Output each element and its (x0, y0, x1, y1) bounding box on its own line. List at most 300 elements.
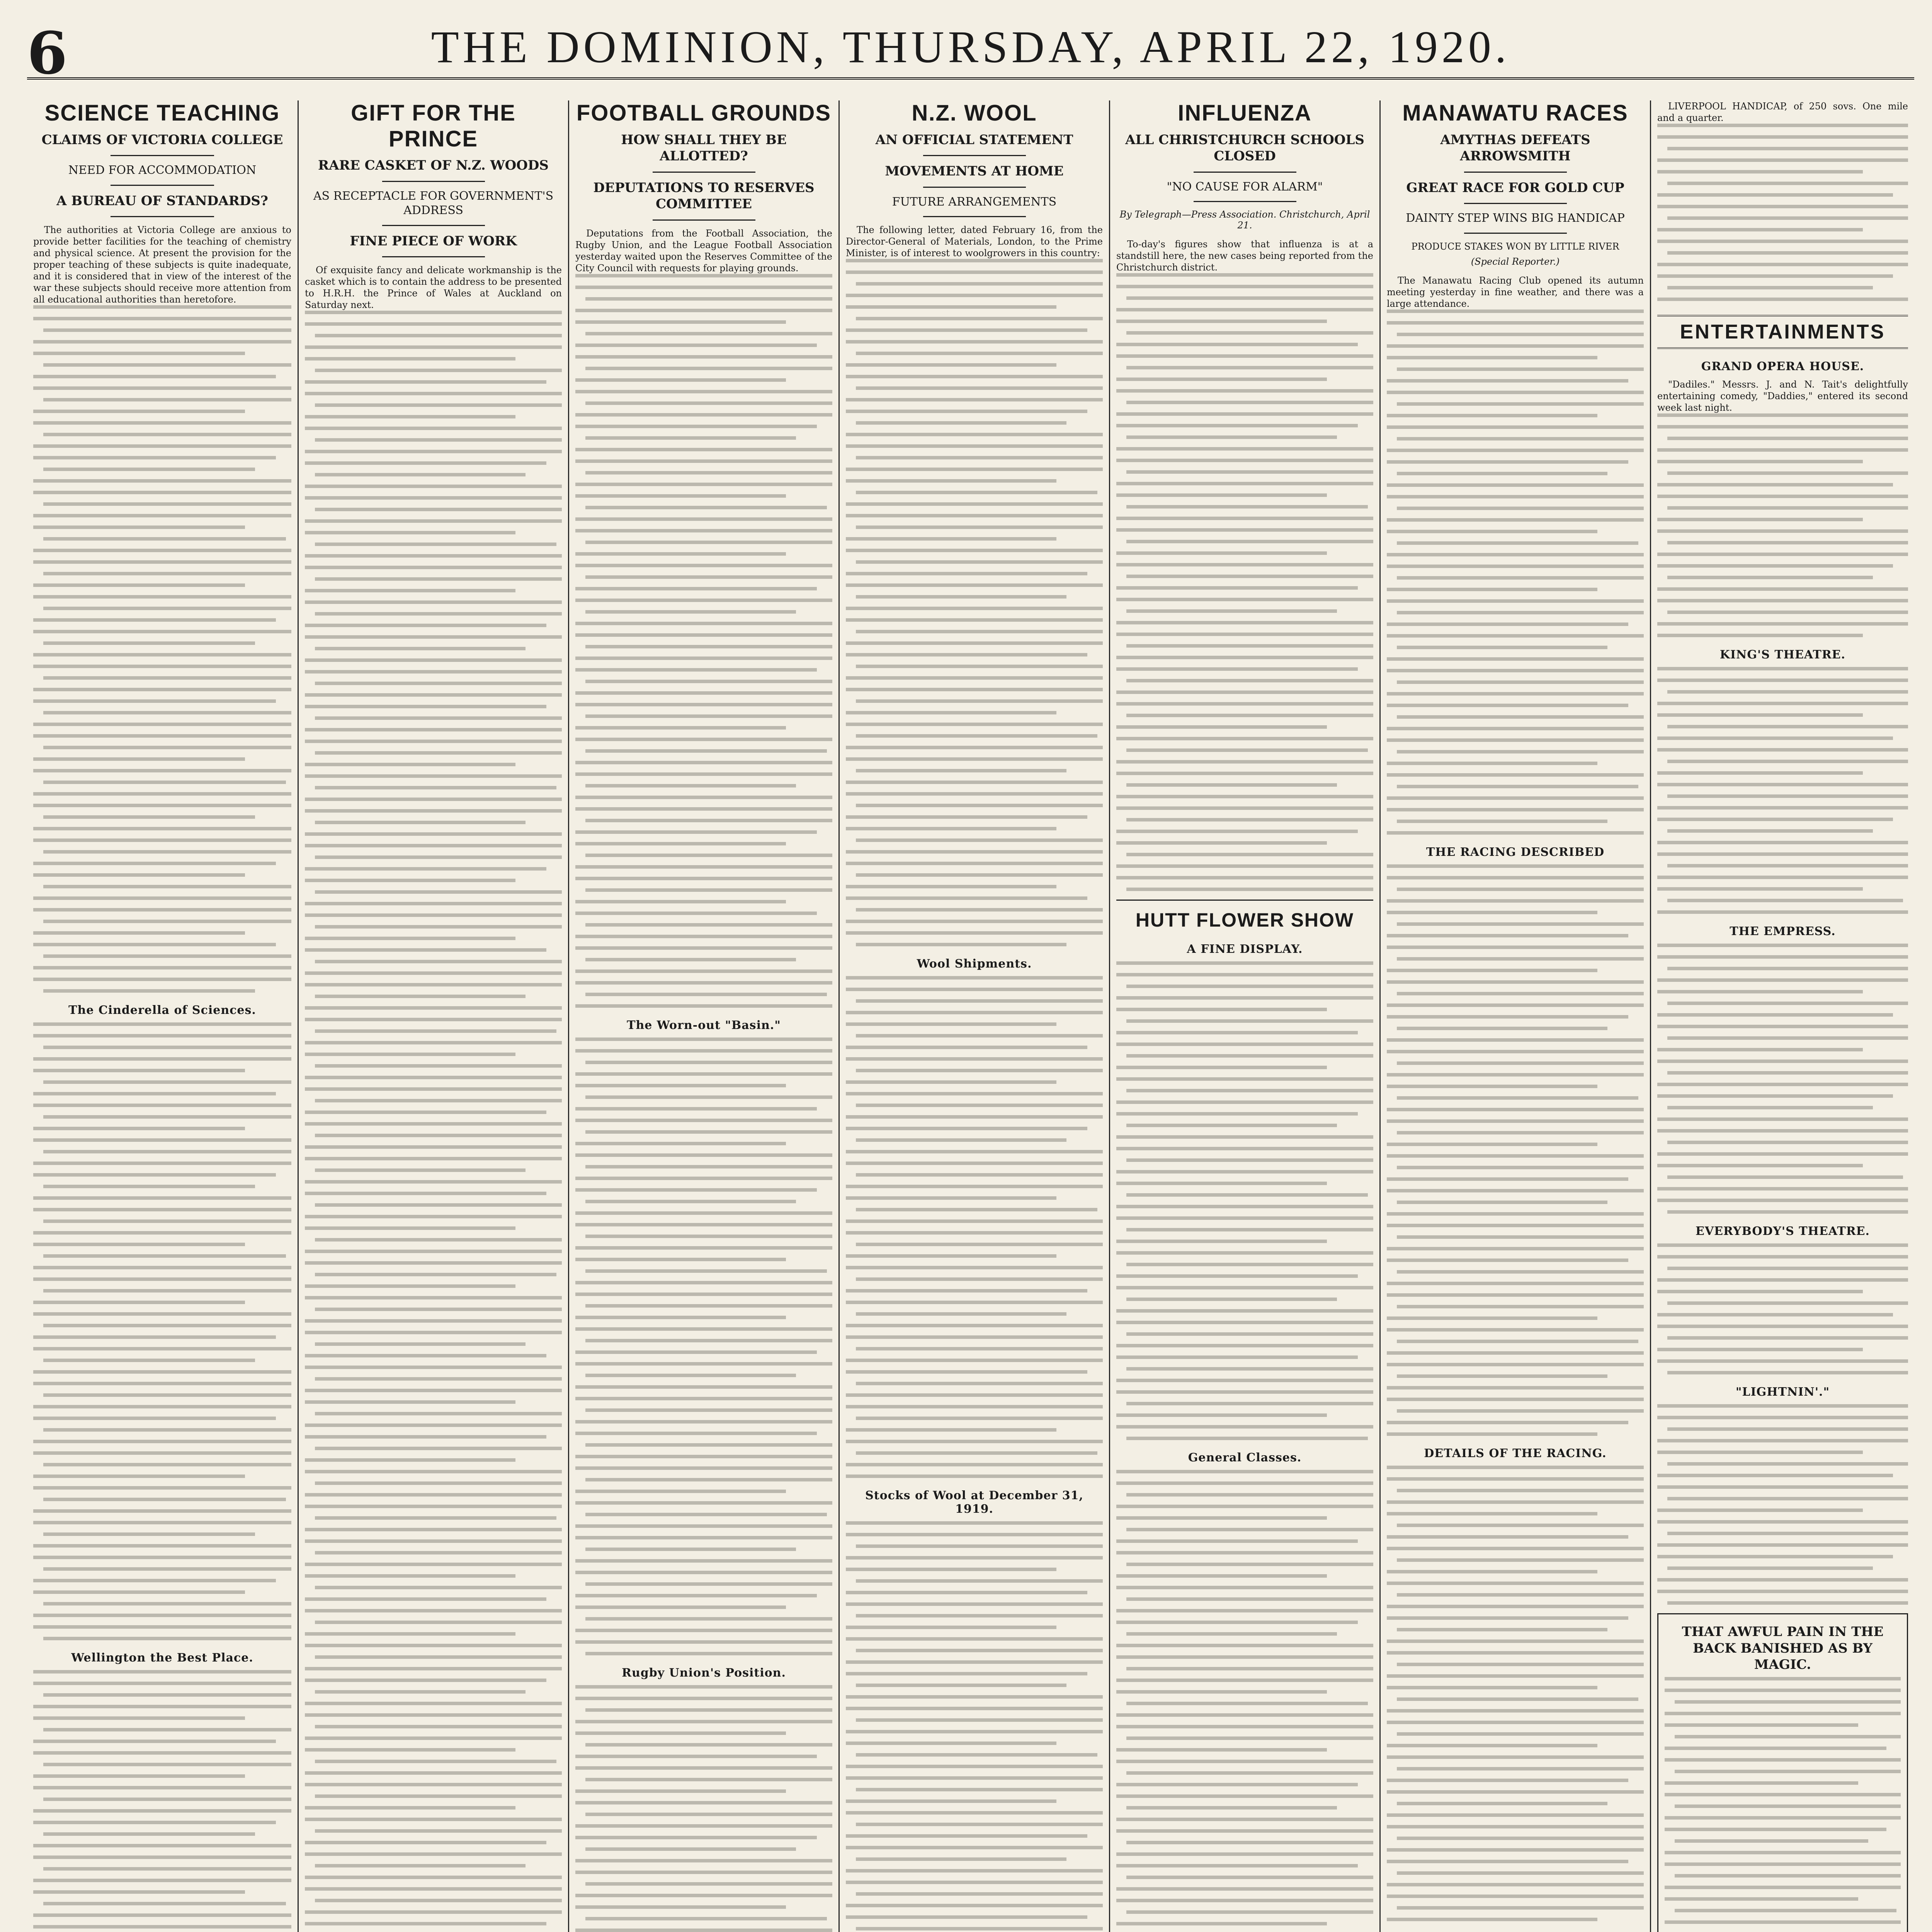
text-line (1116, 795, 1373, 798)
text-line (1116, 1135, 1373, 1139)
text-line (1387, 1848, 1644, 1852)
text-line (33, 1092, 276, 1095)
text-line (1387, 1398, 1644, 1401)
text-line (1397, 1305, 1644, 1308)
text-line (846, 1301, 1103, 1304)
text-line (1387, 518, 1644, 522)
text-line (856, 1173, 1103, 1177)
text-line (846, 896, 1087, 900)
article-body (1116, 1470, 1373, 1932)
text-line (305, 1192, 546, 1195)
text-line (1657, 1094, 1893, 1098)
text-line (33, 1786, 291, 1789)
text-line (1126, 1124, 1337, 1127)
text-line (33, 1705, 291, 1708)
text-line (1675, 1700, 1901, 1704)
text-line (43, 1498, 286, 1501)
divider (653, 219, 755, 221)
text-line (1657, 1543, 1908, 1547)
text-line (1667, 1210, 1908, 1214)
text-line (315, 1725, 562, 1728)
text-line (1397, 1558, 1644, 1562)
article-body (1116, 273, 1373, 891)
text-line (846, 1846, 1103, 1849)
text-line (575, 1211, 832, 1215)
text-line (43, 1832, 255, 1836)
section-heading: THE EMPRESS. (1730, 925, 1836, 938)
text-line (1387, 1605, 1644, 1608)
text-line (856, 421, 1066, 425)
text-line (315, 543, 556, 546)
text-line (43, 1393, 291, 1397)
headline: HUTT FLOWER SHOW (1135, 909, 1354, 931)
text-line (1397, 507, 1644, 510)
text-line (1387, 1154, 1644, 1158)
text-line (33, 595, 291, 599)
text-line (575, 1362, 832, 1366)
text-line (1387, 1073, 1644, 1077)
text-line (1387, 1015, 1628, 1019)
text-line (305, 1389, 562, 1392)
text-line (575, 946, 832, 950)
text-line (1665, 1723, 1858, 1727)
text-line (846, 328, 1087, 332)
text-line (1657, 124, 1908, 127)
text-line (1387, 1282, 1644, 1285)
text-line (33, 1440, 291, 1443)
text-line (33, 1138, 291, 1142)
article-lead: Deputations from the Football Association, the Rugby Union, and the League Football Association yesterday waited upon the Reserves Committee of the City Council with requests for playing grounds. (575, 228, 832, 274)
section-heading: The Worn-out "Basin." (627, 1018, 781, 1032)
text-line (33, 1266, 291, 1269)
text-line (575, 1536, 832, 1539)
text-line (1657, 1485, 1908, 1489)
text-line (846, 537, 1056, 541)
text-line (33, 838, 291, 842)
text-line (43, 641, 255, 645)
text-line (575, 529, 832, 532)
text-line (33, 1335, 276, 1339)
text-line (1667, 147, 1908, 150)
text-line (1126, 1806, 1337, 1810)
text-line (1657, 783, 1908, 786)
text-line (305, 1574, 515, 1578)
text-line (1667, 1371, 1908, 1374)
text-line (1657, 622, 1908, 626)
text-line (575, 633, 832, 637)
text-line (846, 1219, 1103, 1223)
text-line (1397, 1374, 1607, 1378)
text-line (1387, 1779, 1628, 1782)
text-line (846, 1765, 1103, 1768)
text-line (1126, 1771, 1373, 1775)
text-line (1665, 1712, 1901, 1715)
divider (1464, 233, 1567, 234)
text-line (1397, 750, 1644, 753)
text-line (1387, 1293, 1644, 1297)
text-line (43, 989, 255, 993)
text-line (1116, 702, 1373, 706)
text-line (1397, 437, 1644, 440)
text-line (305, 1296, 562, 1299)
text-line (846, 1324, 1103, 1327)
text-line (585, 1269, 827, 1273)
text-line (575, 1720, 832, 1723)
text-line (1397, 472, 1607, 475)
text-line (1665, 1689, 1901, 1692)
text-line (846, 1869, 1103, 1872)
text-line (585, 1304, 832, 1308)
text-line (33, 1521, 291, 1524)
text-line (315, 334, 562, 337)
text-line (33, 1451, 291, 1455)
text-line (1116, 667, 1358, 671)
text-line (1387, 1328, 1644, 1332)
text-line (846, 688, 1103, 691)
text-line (1387, 1038, 1644, 1042)
text-line (305, 1736, 562, 1740)
text-line (315, 1064, 562, 1068)
text-line (33, 699, 276, 703)
text-line (575, 1246, 832, 1250)
text-line (575, 1859, 832, 1862)
text-line (315, 1412, 562, 1415)
text-line (305, 705, 546, 708)
article-body (846, 976, 1103, 1478)
text-line (305, 345, 562, 349)
divider (653, 172, 755, 173)
text-line (1387, 356, 1597, 359)
text-line (1116, 1321, 1373, 1324)
text-line (585, 645, 832, 648)
text-line (43, 468, 255, 471)
text-line (846, 572, 1087, 575)
text-line (1387, 1247, 1644, 1250)
text-line (1397, 1027, 1607, 1030)
text-line (585, 1548, 796, 1551)
text-line (585, 367, 832, 370)
text-line (305, 670, 562, 673)
text-line (1667, 794, 1908, 798)
text-line (33, 1774, 245, 1778)
text-line (1126, 1563, 1373, 1566)
text-line (1667, 541, 1908, 544)
text-line (33, 1716, 245, 1720)
text-line (1126, 1910, 1373, 1914)
text-line (1387, 1535, 1628, 1539)
text-line (33, 491, 291, 494)
text-line (1126, 1158, 1373, 1162)
dateline: (Special Reporter.) (1471, 256, 1560, 267)
text-line (1397, 1628, 1607, 1631)
text-line (1667, 1036, 1908, 1040)
text-line (575, 1731, 786, 1735)
text-line (1667, 1071, 1908, 1075)
dateline: By Telegraph—Press Association. Christchurch, April 21. (1119, 209, 1370, 231)
text-line (846, 1533, 1103, 1536)
text-line (1657, 679, 1908, 682)
text-line (1116, 1216, 1373, 1220)
text-line (846, 781, 1103, 784)
text-line (846, 1266, 1103, 1269)
text-line (1397, 1131, 1644, 1134)
text-line (1116, 343, 1358, 346)
text-line (1126, 679, 1373, 682)
text-line (846, 294, 1103, 297)
text-line (1657, 1404, 1908, 1408)
text-line (305, 1644, 562, 1647)
text-line (305, 1053, 515, 1056)
text-line (1116, 1852, 1373, 1856)
text-line (575, 1455, 832, 1458)
text-line (33, 526, 245, 529)
text-line (305, 1563, 562, 1566)
text-line (846, 1046, 1087, 1049)
article-body (1387, 864, 1644, 1436)
text-line (1116, 1887, 1373, 1891)
text-line (33, 1879, 291, 1882)
text-line (33, 1022, 291, 1026)
text-line (846, 1440, 1103, 1443)
text-line (33, 1670, 291, 1673)
text-line (1387, 911, 1597, 914)
text-line (305, 566, 562, 569)
text-line (575, 320, 786, 324)
text-line (1387, 831, 1644, 835)
article-lead: Of exquisite fancy and delicate workmanship is the casket which is to contain the address to be presented to H.R.H. the Prince of Wales at Auckland on Saturday next. (305, 265, 562, 311)
headline: GIFT FOR THE PRINCE (351, 100, 516, 151)
text-line (1116, 389, 1373, 393)
text-line (1387, 321, 1644, 325)
text-line (305, 1505, 562, 1508)
text-line (1667, 1601, 1908, 1605)
text-line (1116, 493, 1327, 497)
text-line (856, 999, 1103, 1003)
text-line (575, 483, 832, 486)
text-line (575, 274, 832, 277)
text-line (33, 1844, 291, 1847)
text-line (1116, 1922, 1327, 1925)
text-line (1116, 1574, 1327, 1578)
text-line (1667, 1532, 1908, 1535)
text-line (33, 1057, 291, 1061)
article-body (33, 1670, 291, 1932)
text-line (1116, 412, 1373, 416)
text-line (846, 850, 1103, 854)
text-line (846, 1185, 1103, 1188)
text-line (1387, 727, 1644, 730)
text-line (575, 1501, 832, 1505)
text-line (1397, 1871, 1644, 1875)
text-line (1657, 818, 1893, 821)
text-line (305, 1539, 562, 1543)
text-line (33, 688, 291, 691)
text-line (305, 658, 562, 662)
text-line (33, 1243, 245, 1246)
text-line (1657, 944, 1908, 947)
text-line (846, 1626, 1056, 1629)
text-line (585, 1235, 832, 1238)
text-line (846, 1289, 1087, 1293)
text-line (1397, 992, 1644, 995)
text-line (1657, 425, 1908, 429)
text-line (305, 1250, 562, 1253)
text-line (305, 1076, 562, 1079)
text-line (846, 792, 1103, 796)
text-line (1387, 1790, 1644, 1794)
text-line (846, 711, 1056, 714)
text-line (575, 726, 786, 730)
text-line (1116, 1425, 1373, 1429)
divider (1194, 201, 1296, 202)
text-line (305, 1667, 562, 1670)
text-line (1397, 367, 1644, 371)
text-line (43, 1867, 291, 1871)
text-line (1116, 1679, 1373, 1682)
text-line (33, 723, 291, 726)
text-line (1657, 1578, 1908, 1582)
text-line (575, 935, 832, 938)
column-manawatu-races (1379, 100, 1650, 1932)
text-line (1657, 1083, 1908, 1086)
text-line (846, 1335, 1103, 1339)
headline: SCIENCE TEACHING (44, 100, 280, 126)
entertainments-banner: ENTERTAINMENTS (1657, 315, 1908, 349)
text-line (1387, 1003, 1644, 1007)
text-line (1665, 1758, 1901, 1762)
text-line (315, 1308, 562, 1311)
text-line (1657, 1474, 1893, 1477)
text-line (1387, 657, 1644, 661)
text-line (305, 728, 562, 731)
text-line (315, 1273, 556, 1276)
text-line (1657, 1416, 1908, 1419)
text-line (846, 1196, 1056, 1200)
text-line (315, 1621, 562, 1624)
text-line (1665, 1886, 1901, 1889)
text-line (575, 691, 832, 695)
text-line (585, 1652, 832, 1655)
text-line (575, 564, 832, 567)
text-line (1116, 1644, 1373, 1647)
text-line (1126, 783, 1337, 787)
text-line (575, 772, 832, 776)
text-line (575, 1316, 786, 1319)
text-line (1387, 1050, 1644, 1053)
text-line (33, 653, 291, 656)
text-line (1657, 702, 1908, 705)
text-line (575, 1594, 817, 1597)
text-line (33, 1821, 276, 1824)
text-line (43, 815, 255, 819)
text-line (856, 526, 1103, 529)
text-line (1116, 772, 1373, 775)
text-line (846, 1915, 1087, 1919)
text-line (1387, 1477, 1644, 1481)
text-line (856, 1034, 1103, 1037)
text-line (33, 804, 291, 807)
text-line (1387, 1918, 1597, 1921)
section-heading: Rugby Union's Position. (622, 1666, 786, 1680)
subheadline: RARE CASKET OF N.Z. WOODS (318, 158, 549, 173)
text-line (585, 1374, 796, 1377)
text-line (1657, 1439, 1908, 1442)
text-line (575, 1836, 817, 1839)
text-line (43, 1428, 291, 1432)
text-line (1387, 1316, 1597, 1320)
text-line (305, 798, 562, 801)
text-line (315, 925, 562, 929)
text-line (575, 1037, 832, 1041)
text-line (1126, 1089, 1373, 1092)
text-line (33, 1034, 291, 1037)
text-line (585, 1917, 827, 1920)
column-football-grounds (568, 100, 838, 1932)
text-line (575, 1605, 786, 1609)
text-line (1657, 771, 1863, 775)
text-line (1126, 1597, 1373, 1601)
text-line (1387, 414, 1597, 417)
text-line (33, 1069, 245, 1072)
text-line (575, 830, 817, 834)
text-line (1665, 1897, 1858, 1901)
text-line (43, 363, 291, 367)
text-line (315, 508, 562, 511)
text-line (1657, 1164, 1863, 1167)
text-line (33, 1751, 291, 1755)
text-line (33, 444, 291, 448)
text-line (585, 1778, 832, 1781)
text-line (43, 502, 291, 506)
text-line (315, 438, 562, 442)
text-line (856, 908, 1103, 912)
text-line (33, 1196, 291, 1200)
text-line (1675, 1909, 1896, 1912)
text-line (1397, 1906, 1644, 1910)
text-line (1657, 806, 1908, 810)
text-line (575, 587, 817, 590)
subheadline: NEED FOR ACCOMMODATION (68, 163, 257, 177)
text-line (1116, 1621, 1358, 1624)
text-line (305, 1435, 546, 1439)
text-line (305, 624, 546, 627)
section-heading: The Cinderella of Sciences. (68, 1003, 256, 1017)
text-line (575, 1524, 832, 1528)
text-line (1667, 576, 1873, 579)
text-line (1657, 1313, 1893, 1316)
text-line (305, 589, 515, 592)
text-line (315, 1029, 556, 1033)
text-line (575, 494, 786, 498)
text-line (1387, 1512, 1597, 1515)
text-line (846, 1707, 1103, 1710)
text-line (43, 433, 291, 436)
text-line (1657, 1451, 1863, 1454)
text-line (575, 877, 832, 880)
text-line (1116, 1379, 1373, 1382)
text-line (43, 1115, 291, 1119)
text-line (315, 1099, 562, 1102)
text-line (305, 380, 546, 384)
text-line (1126, 1367, 1373, 1371)
text-line (43, 1567, 291, 1571)
text-line (315, 1447, 562, 1450)
text-line (33, 1682, 291, 1685)
text-line (1387, 899, 1644, 903)
text-line (1657, 413, 1908, 417)
text-line (1126, 540, 1373, 543)
text-line (575, 1004, 832, 1008)
